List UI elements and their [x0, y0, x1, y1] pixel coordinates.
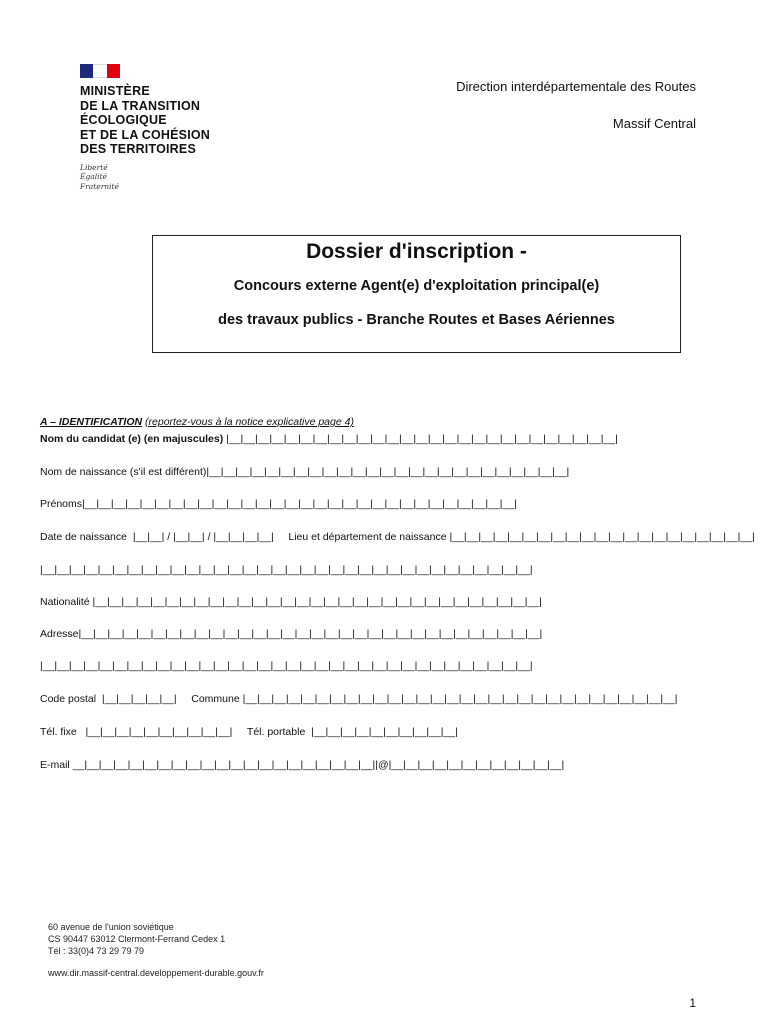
ministry-logo — [80, 64, 260, 191]
direction-name: Direction interdépartementale des Routes — [456, 79, 696, 94]
email-row — [40, 759, 564, 771]
naissance-label: Nom de naissance (s'il est différent) — [40, 466, 207, 478]
prenoms-row — [40, 498, 517, 510]
motto-line: Égalité — [80, 172, 107, 181]
commune-field[interactable]: |__|__|__|__|__|__|__|__|__|__|__|__|__|__|__|__|__|__|__|__|__|__|__|__|__|__|__|__|__|__| — [242, 693, 678, 705]
lieu-label: Lieu et département de naissance — [288, 531, 447, 543]
tel-fixe-field[interactable]: |__|__|__|__|__|__|__|__|__|__| — [85, 726, 233, 738]
tel-portable-field[interactable]: |__|__|__|__|__|__|__|__|__|__| — [311, 726, 458, 738]
email-field-domain[interactable]: __|__|__|__|__|__|__|__|__|__|__|__| — [391, 759, 565, 771]
motto-line: Liberté — [80, 162, 108, 172]
date-label: Date de naissance — [40, 531, 127, 543]
tel-portable-label: Tél. portable — [246, 726, 306, 738]
naissance-row — [40, 466, 569, 478]
title-subtitle-1: Concours externe Agent(e) d'exploitation principal(e) — [233, 278, 600, 294]
section-note: (reportez-vous à la notice explicative page 4) — [145, 416, 354, 428]
email-field-user[interactable]: __|__|__|__|__|__|__|__|__|__|__|__|__|__|__|__|__|__|__|__|__| — [72, 759, 376, 771]
motto-line: Fraternité — [80, 181, 119, 191]
tel-fixe-label: Tél. fixe — [40, 726, 77, 738]
title-subtitle-2: des travaux publics - Branche Routes et Bases Aériennes — [218, 312, 615, 328]
adresse-field[interactable]: |__|__|__|__|__|__|__|__|__|__|__|__|__|__|__|__|__|__|__|__|__|__|__|__|__|__|__|__|__|__|__|__| — [78, 628, 543, 640]
republic-motto — [80, 163, 260, 192]
footer-phone: Tél : 33(0)4 73 29 79 79 — [48, 946, 145, 956]
cp-field[interactable]: |__|__|__|__|__| — [101, 693, 177, 705]
ministry-line: ET DE LA COHÉSION — [80, 127, 211, 142]
nationalite-field[interactable]: |__|__|__|__|__|__|__|__|__|__|__|__|__|__|__|__|__|__|__|__|__|__|__|__|__|__|__|__|__|__|__| — [92, 596, 542, 608]
ministry-name — [80, 84, 260, 157]
title-box — [152, 235, 681, 353]
adresse-cont-field[interactable]: |__|__|__|__|__|__|__|__|__|__|__|__|__|__|__|__|__|__|__|__|__|__|__|__|__|__|__|__|__|__|__|__|__|__| — [40, 660, 533, 672]
page-title: Dossier d'inscription - — [306, 240, 527, 263]
footer-address-1: 60 avenue de l'union soviétique — [48, 922, 174, 932]
adresse-label: Adresse — [40, 628, 79, 640]
date-field[interactable]: |__|__| / |__|__| / |__|__|__|__| — [132, 531, 274, 543]
ministry-line: DES TERRITOIRES — [80, 142, 196, 156]
date-row — [40, 531, 755, 543]
naissance-field[interactable]: |__|__|__|__|__|__|__|__|__|__|__|__|__|__|__|__|__|__|__|__|__|__|__|__|__| — [206, 466, 570, 478]
adresse-cont-row — [40, 660, 533, 672]
prenoms-label: Prénoms — [40, 498, 83, 510]
adresse-row — [40, 628, 542, 640]
section-heading — [40, 416, 354, 428]
commune-label: Commune — [191, 693, 240, 705]
section-title: A – IDENTIFICATION — [40, 416, 143, 428]
email-label: E-mail — [40, 759, 70, 771]
ministry-line: ÉCOLOGIQUE — [80, 113, 167, 127]
lieu-field[interactable]: |__|__|__|__|__|__|__|__|__|__|__|__|__|__|__|__|__|__|__|__|__| — [449, 531, 755, 543]
page-number: 1 — [689, 996, 696, 1010]
nationalite-label: Nationalité — [40, 596, 90, 608]
region-name: Massif Central — [612, 116, 696, 131]
lieu-cont-row — [40, 564, 533, 576]
email-at-sign: |@| — [375, 759, 392, 771]
footer-address-2: CS 90447 63012 Clermont-Ferrand Cedex 1 — [48, 934, 226, 944]
cp-label: Code postal — [40, 693, 97, 705]
ministry-line: DE LA TRANSITION — [80, 98, 201, 113]
marianne-flag-icon — [80, 64, 120, 78]
prenoms-field[interactable]: |__|__|__|__|__|__|__|__|__|__|__|__|__|__|__|__|__|__|__|__|__|__|__|__|__|__|__|__|__|__| — [82, 498, 517, 510]
nom-field[interactable]: |__|__|__|__|__|__|__|__|__|__|__|__|__|__|__|__|__|__|__|__|__|__|__|__|__|__|__| — [226, 433, 618, 445]
footer-website[interactable]: www.dir.massif-central.developpement-durable.gouv.fr — [48, 968, 264, 978]
nom-row — [40, 433, 618, 445]
tel-row — [40, 726, 458, 738]
nationalite-row — [40, 596, 542, 608]
lieu-cont-field[interactable]: |__|__|__|__|__|__|__|__|__|__|__|__|__|__|__|__|__|__|__|__|__|__|__|__|__|__|__|__|__|__|__|__|__|__| — [40, 564, 533, 576]
ministry-line: MINISTÈRE — [80, 84, 150, 98]
nom-label: Nom du candidat (e) (en majuscules) — [40, 433, 224, 445]
cp-row — [40, 693, 678, 705]
